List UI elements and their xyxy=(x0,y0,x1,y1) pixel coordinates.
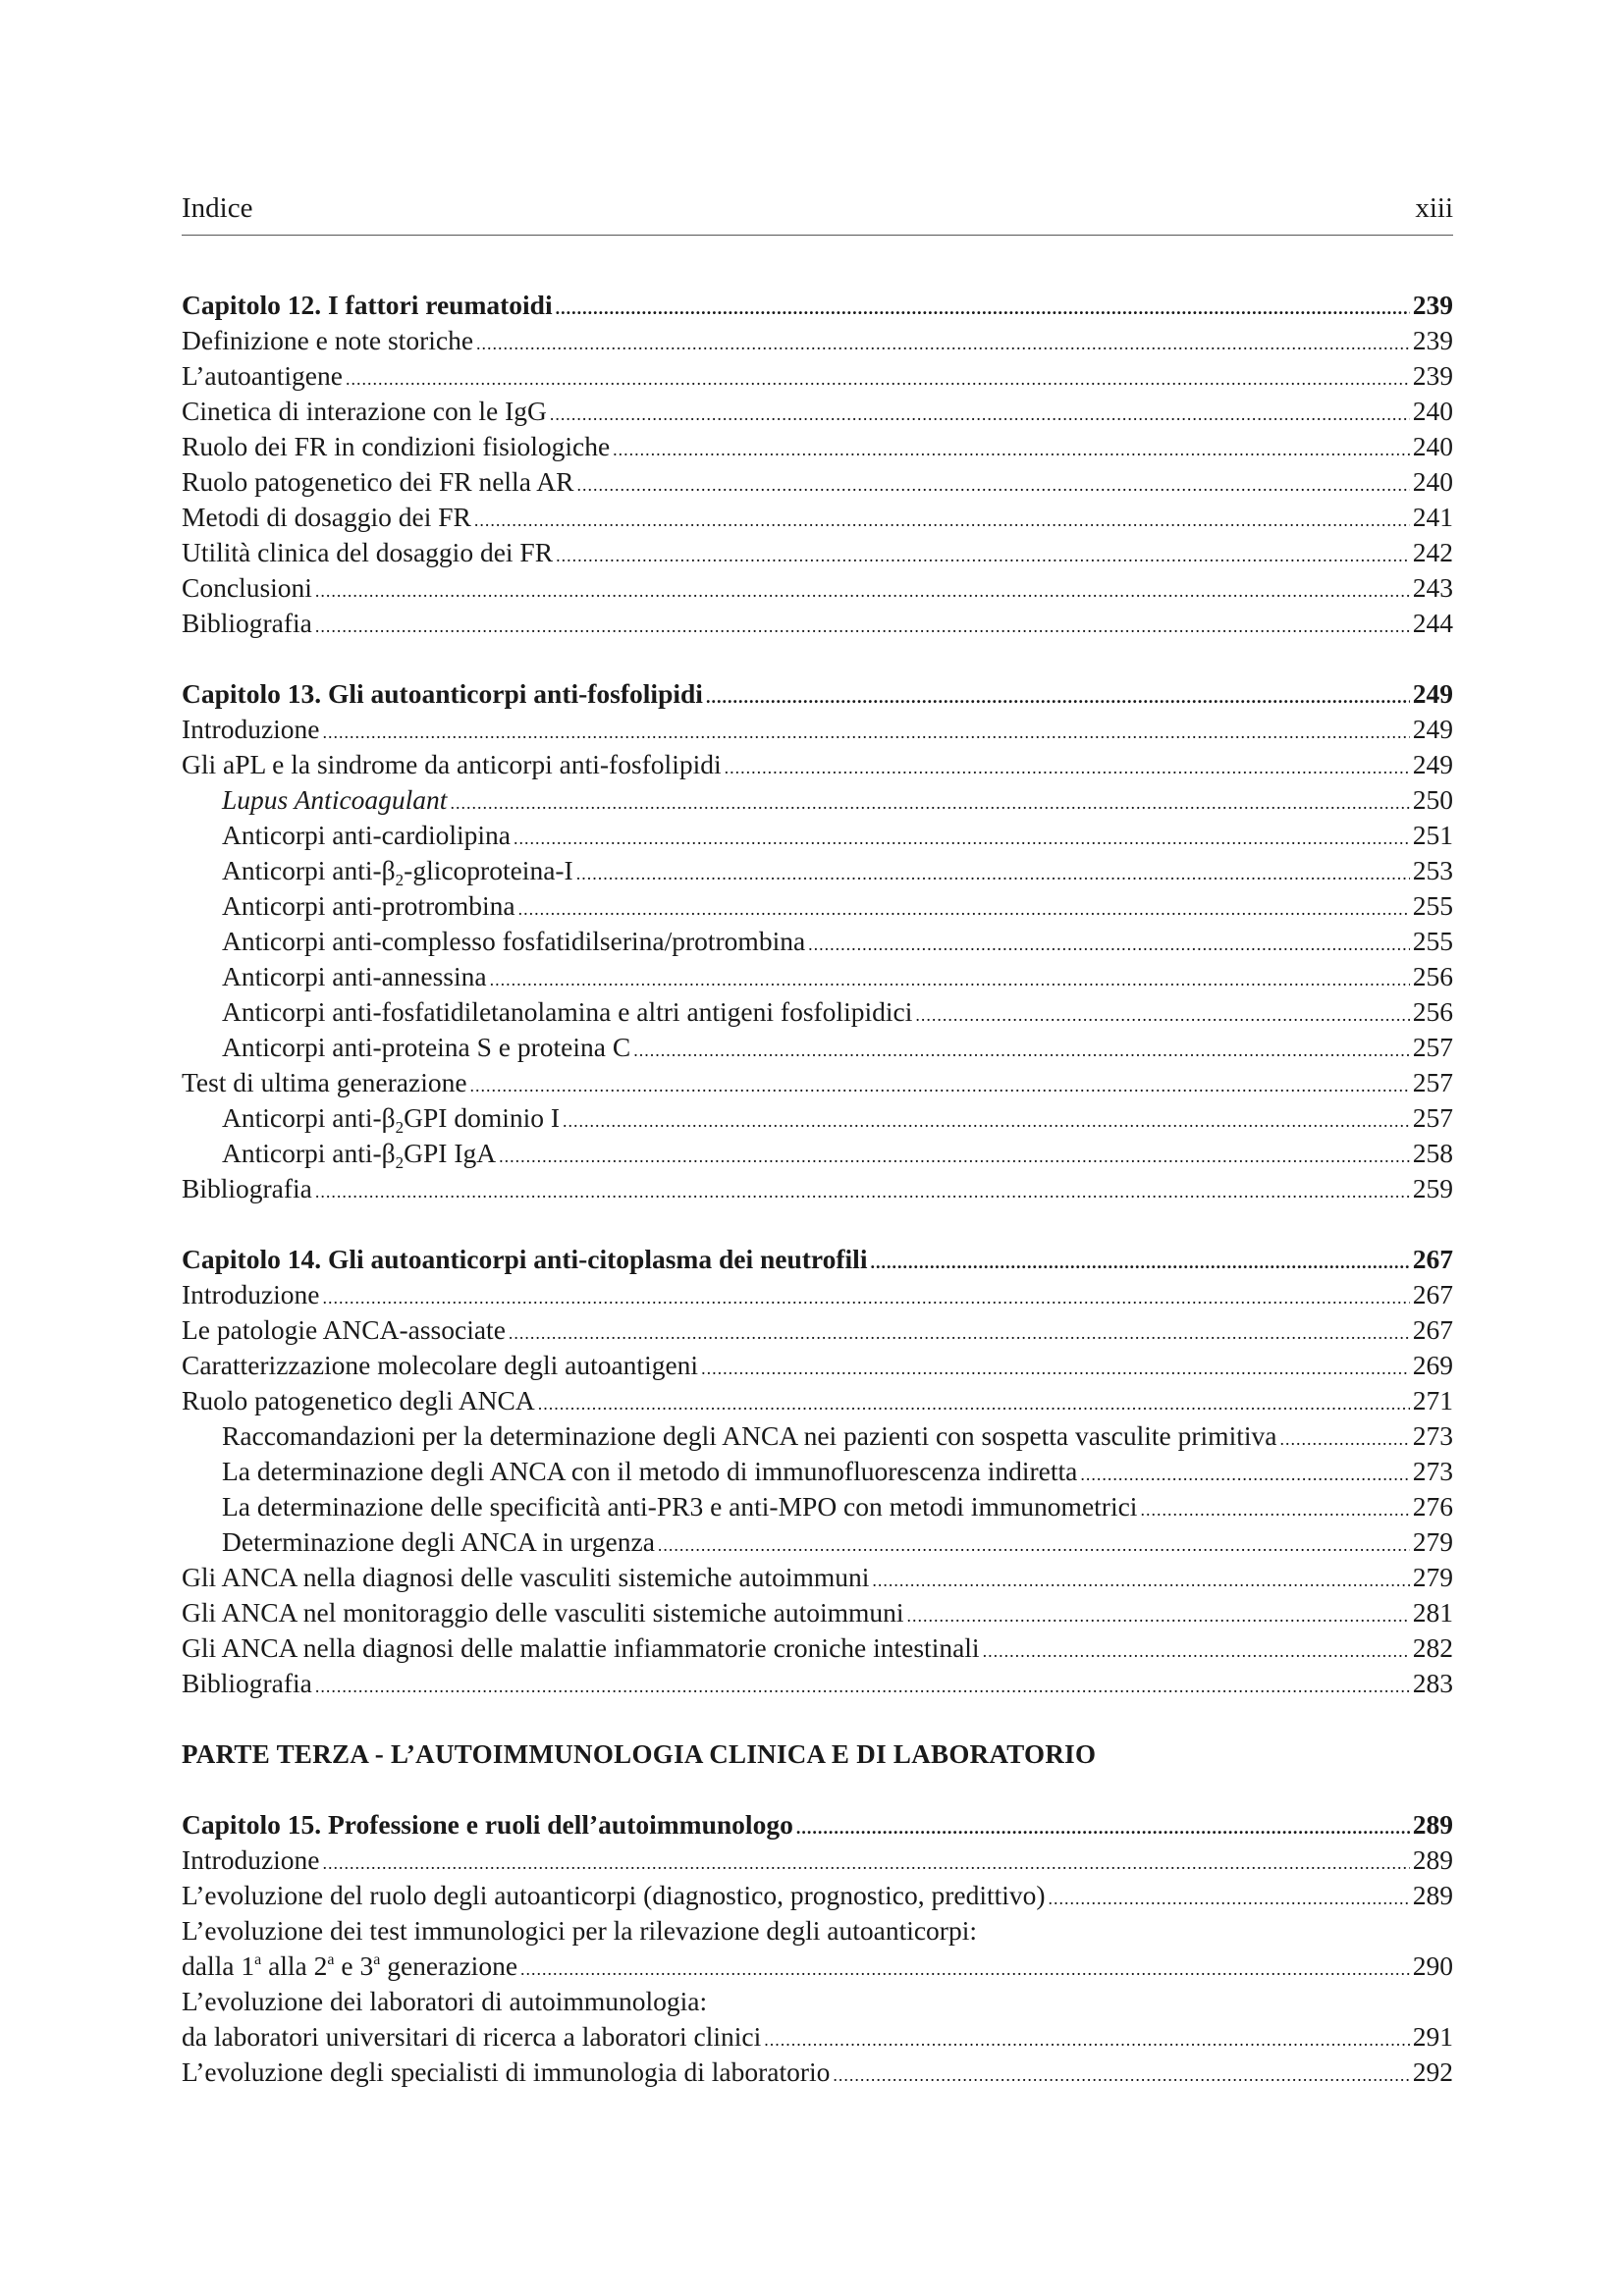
toc-subentry[interactable] xyxy=(182,853,1453,888)
title-part: alla 2 xyxy=(261,1950,328,1981)
superscript: a xyxy=(373,1951,381,1968)
toc-entry-continued[interactable] xyxy=(182,1984,1453,2019)
entry-title: Test di ultima generazione xyxy=(182,1067,467,1097)
toc-entry[interactable] xyxy=(182,1312,1453,1348)
toc-entry[interactable] xyxy=(182,394,1453,429)
toc-subentry[interactable] xyxy=(182,1418,1453,1454)
section-spacer xyxy=(182,1772,1453,1807)
toc-entry[interactable] xyxy=(182,1842,1453,1878)
entry-page: 279 xyxy=(1412,1526,1453,1557)
entry-title xyxy=(182,1949,517,1984)
dot-leader xyxy=(1279,1418,1409,1457)
toc-subentry[interactable] xyxy=(182,888,1453,924)
section-spacer xyxy=(182,1206,1453,1242)
chapter-12-title: Capitolo 12. I fattori reumatoidi xyxy=(182,290,553,320)
entry-page: 273 xyxy=(1412,1420,1453,1451)
entry-page: 283 xyxy=(1412,1668,1453,1698)
dot-leader xyxy=(706,676,1410,715)
dot-leader xyxy=(833,2055,1409,2093)
toc-subentry[interactable] xyxy=(182,924,1453,959)
entry-title: Ruolo patogenetico dei FR nella AR xyxy=(182,466,574,497)
toc-entry[interactable] xyxy=(182,1065,1453,1100)
toc-subentry[interactable] xyxy=(182,1454,1453,1489)
entry-title-line: L’evoluzione dei laboratori di autoimmunologia: xyxy=(182,1986,708,2016)
entry-page: 273 xyxy=(1412,1456,1453,1486)
entry-title: Conclusioni xyxy=(182,572,312,603)
entry-page: 240 xyxy=(1412,466,1453,497)
entry-title: L’evoluzione del ruolo degli autoanticorpi (diagnostico, prognostico, predittivo) xyxy=(182,1880,1046,1910)
entry-title: Gli ANCA nella diagnosi delle malattie infiammatorie croniche intestinali xyxy=(182,1632,980,1663)
entry-title: Anticorpi anti-proteina S e proteina C xyxy=(222,1032,631,1062)
dot-leader xyxy=(1080,1454,1409,1492)
toc-entry[interactable] xyxy=(182,500,1453,535)
entry-page: 240 xyxy=(1412,431,1453,461)
toc-subentry[interactable] xyxy=(182,818,1453,853)
entry-title xyxy=(182,1100,560,1136)
entry-title: Introduzione xyxy=(182,1279,320,1309)
chapter-12-page: 239 xyxy=(1412,290,1453,320)
toc-subentry[interactable] xyxy=(182,782,1453,818)
entry-title: Anticorpi anti-annessina xyxy=(222,961,487,991)
dot-leader xyxy=(872,1560,1409,1598)
toc-entry[interactable] xyxy=(182,1878,1453,1913)
dot-leader xyxy=(520,1949,1410,1987)
entry-title: Metodi di dosaggio dei FR xyxy=(182,502,471,532)
dot-leader xyxy=(476,323,1410,361)
dot-leader xyxy=(576,464,1409,503)
entry-page: 241 xyxy=(1412,502,1453,532)
toc-entry[interactable] xyxy=(182,2055,1453,2090)
entry-title: Ruolo dei FR in condizioni fisiologiche xyxy=(182,431,611,461)
entry-title: Anticorpi anti-protrombina xyxy=(222,890,515,921)
superscript: a xyxy=(327,1951,335,1968)
toc-entry[interactable] xyxy=(182,1383,1453,1418)
entry-page: 239 xyxy=(1412,325,1453,355)
dot-leader xyxy=(518,888,1410,927)
part-heading: PARTE TERZA - L’AUTOIMMUNOLOGIA CLINICA E DI LABORATORIO xyxy=(182,1739,1097,1769)
toc-entry[interactable] xyxy=(182,1595,1453,1630)
chapter-14-entry[interactable] xyxy=(182,1242,1453,1277)
toc-entry[interactable] xyxy=(182,712,1453,747)
entry-title: La determinazione delle specificità anti-PR3 e anti-MPO con metodi immunometrici xyxy=(222,1491,1138,1522)
entry-page: 257 xyxy=(1412,1067,1453,1097)
entry-page: 267 xyxy=(1412,1279,1453,1309)
entry-page: 281 xyxy=(1412,1597,1453,1628)
chapter-13-entry[interactable] xyxy=(182,676,1453,712)
entry-title: Bibliografia xyxy=(182,1668,312,1698)
toc-entry[interactable] xyxy=(182,323,1453,358)
entry-title: Cinetica di interazione con le IgG xyxy=(182,396,547,426)
dot-leader xyxy=(323,1842,1410,1881)
entry-page: 249 xyxy=(1412,714,1453,744)
entry-page: 290 xyxy=(1412,1950,1453,1981)
title-part: Anticorpi anti-β xyxy=(222,1138,396,1168)
entry-page: 253 xyxy=(1412,855,1453,885)
dot-leader xyxy=(450,782,1409,821)
entry-page: 244 xyxy=(1412,608,1453,638)
dot-leader xyxy=(870,1242,1409,1280)
dot-leader xyxy=(1049,1878,1410,1916)
toc-entry[interactable] xyxy=(182,570,1453,606)
entry-title: Anticorpi anti-complesso fosfatidilserina/protrombina xyxy=(222,926,806,956)
chapter-13-title: Capitolo 13. Gli autoanticorpi anti-fosfolipidi xyxy=(182,678,703,709)
entry-page: 239 xyxy=(1412,360,1453,391)
toc-subentry[interactable] xyxy=(182,1100,1453,1136)
entry-title xyxy=(182,1136,496,1171)
title-part: Anticorpi anti-β xyxy=(222,855,396,885)
dot-leader xyxy=(808,924,1410,962)
dot-leader xyxy=(315,606,1410,644)
entry-title: Definizione e note storiche xyxy=(182,325,474,355)
chapter-15-title: Capitolo 15. Professione e ruoli dell’autoimmunologo xyxy=(182,1809,793,1840)
dot-leader xyxy=(490,959,1410,997)
toc-entry[interactable] xyxy=(182,1949,1453,1984)
toc-subentry[interactable] xyxy=(182,1030,1453,1065)
entry-title: da laboratori universitari di ricerca a laboratori clinici xyxy=(182,2021,762,2052)
dot-leader xyxy=(474,500,1410,538)
title-part: dalla 1 xyxy=(182,1950,255,1981)
entry-title: Caratterizzazione molecolare degli autoantigeni xyxy=(182,1350,699,1380)
entry-title: Lupus Anticoagulant xyxy=(222,784,448,815)
entry-title: Gli aPL e la sindrome da anticorpi anti-fosfolipidi xyxy=(182,749,722,779)
dot-leader xyxy=(764,2019,1410,2057)
entry-title: Utilità clinica del dosaggio dei FR xyxy=(182,537,554,567)
dot-leader xyxy=(470,1065,1410,1103)
dot-leader xyxy=(983,1630,1410,1669)
entry-title: Anticorpi anti-cardiolipina xyxy=(222,820,512,850)
entry-page: 267 xyxy=(1412,1314,1453,1345)
entry-title: Gli ANCA nel monitoraggio delle vasculiti sistemiche autoimmuni xyxy=(182,1597,904,1628)
toc-subentry[interactable] xyxy=(182,1489,1453,1524)
title-part: Anticorpi anti-β xyxy=(222,1102,396,1133)
entry-title xyxy=(182,853,573,888)
entry-page: 292 xyxy=(1412,2056,1453,2087)
entry-page: 256 xyxy=(1412,961,1453,991)
entry-page: 279 xyxy=(1412,1562,1453,1592)
chapter-15-page: 289 xyxy=(1412,1809,1453,1840)
entry-page: 291 xyxy=(1412,2021,1453,2052)
dot-leader xyxy=(1140,1489,1409,1527)
toc-entry[interactable] xyxy=(182,358,1453,394)
toc-entry[interactable] xyxy=(182,1630,1453,1666)
entry-title: Gli ANCA nella diagnosi delle vasculiti sistemiche autoimmuni xyxy=(182,1562,870,1592)
toc-entry[interactable] xyxy=(182,1277,1453,1312)
dot-leader xyxy=(509,1312,1410,1351)
entry-title: L’autoantigene xyxy=(182,360,343,391)
entry-title-line: L’evoluzione dei test immunologici per la rilevazione degli autoanticorpi: xyxy=(182,1915,977,1946)
dot-leader xyxy=(514,818,1410,856)
toc-entry[interactable] xyxy=(182,2019,1453,2055)
dot-leader xyxy=(323,712,1410,750)
entry-page: 251 xyxy=(1412,820,1453,850)
entry-page: 259 xyxy=(1412,1173,1453,1203)
dot-leader xyxy=(315,1666,1410,1704)
chapter-14-page: 267 xyxy=(1412,1244,1453,1274)
subscript: 2 xyxy=(395,1153,405,1172)
dot-leader xyxy=(907,1595,1410,1633)
dot-leader xyxy=(658,1524,1410,1563)
dot-leader xyxy=(796,1807,1410,1845)
entry-page: 249 xyxy=(1412,749,1453,779)
header-title: Indice xyxy=(182,192,253,224)
entry-page: 257 xyxy=(1412,1032,1453,1062)
toc-subentry[interactable] xyxy=(182,994,1453,1030)
toc-subentry[interactable] xyxy=(182,1524,1453,1560)
entry-title: La determinazione degli ANCA con il metodo di immunofluorescenza indiretta xyxy=(222,1456,1078,1486)
entry-title: Bibliografia xyxy=(182,608,312,638)
title-part: GPI dominio I xyxy=(404,1102,561,1133)
entry-page: 289 xyxy=(1412,1880,1453,1910)
toc-entry[interactable] xyxy=(182,747,1453,782)
entry-page: 271 xyxy=(1412,1385,1453,1415)
entry-page: 269 xyxy=(1412,1350,1453,1380)
entry-title: Anticorpi anti-fosfatidiletanolamina e altri antigeni fosfolipidici xyxy=(222,996,913,1027)
superscript: a xyxy=(254,1951,262,1968)
table-of-contents xyxy=(182,288,1453,2090)
title-part: e 3 xyxy=(334,1950,374,1981)
title-part: -glicoproteina-I xyxy=(404,855,573,885)
subscript: 2 xyxy=(395,1118,405,1137)
entry-title: L’evoluzione degli specialisti di immunologia di laboratorio xyxy=(182,2056,831,2087)
dot-leader xyxy=(725,747,1410,785)
entry-page: 256 xyxy=(1412,996,1453,1027)
entry-page: 258 xyxy=(1412,1138,1453,1168)
dot-leader xyxy=(550,394,1410,432)
toc-entry[interactable] xyxy=(182,1348,1453,1383)
chapter-12-entry[interactable] xyxy=(182,288,1453,323)
entry-page: 242 xyxy=(1412,537,1453,567)
entry-title: Introduzione xyxy=(182,1844,320,1875)
dot-leader xyxy=(701,1348,1410,1386)
entry-page: 240 xyxy=(1412,396,1453,426)
dot-leader xyxy=(576,853,1410,891)
dot-leader xyxy=(563,1100,1410,1139)
toc-entry[interactable] xyxy=(182,1666,1453,1701)
dot-leader xyxy=(556,288,1410,326)
entry-page: 250 xyxy=(1412,784,1453,815)
toc-entry[interactable] xyxy=(182,1171,1453,1206)
dot-leader xyxy=(915,994,1409,1033)
dot-leader xyxy=(346,358,1410,397)
entry-page: 276 xyxy=(1412,1491,1453,1522)
entry-title: Le patologie ANCA-associate xyxy=(182,1314,506,1345)
running-header xyxy=(182,192,1453,236)
entry-page: 282 xyxy=(1412,1632,1453,1663)
dot-leader xyxy=(538,1383,1410,1421)
toc-subentry[interactable] xyxy=(182,1136,1453,1171)
toc-entry[interactable] xyxy=(182,535,1453,570)
toc-subentry[interactable] xyxy=(182,959,1453,994)
toc-entry[interactable] xyxy=(182,606,1453,641)
toc-entry[interactable] xyxy=(182,464,1453,500)
section-spacer xyxy=(182,641,1453,676)
title-part: generazione xyxy=(380,1950,518,1981)
toc-entry[interactable] xyxy=(182,1560,1453,1595)
entry-page: 289 xyxy=(1412,1844,1453,1875)
entry-title: Ruolo patogenetico degli ANCA xyxy=(182,1385,535,1415)
dot-leader xyxy=(499,1136,1410,1174)
dot-leader xyxy=(315,570,1410,609)
dot-leader xyxy=(613,429,1410,467)
entry-page: 257 xyxy=(1412,1102,1453,1133)
entry-title: Introduzione xyxy=(182,714,320,744)
entry-page: 255 xyxy=(1412,890,1453,921)
entry-page: 243 xyxy=(1412,572,1453,603)
chapter-13-page: 249 xyxy=(1412,678,1453,709)
toc-entry-continued[interactable] xyxy=(182,1913,1453,1949)
dot-leader xyxy=(556,535,1410,573)
chapter-14-title: Capitolo 14. Gli autoanticorpi anti-citoplasma dei neutrofili xyxy=(182,1244,868,1274)
dot-leader xyxy=(315,1171,1410,1209)
toc-entry[interactable] xyxy=(182,429,1453,464)
entry-page: 255 xyxy=(1412,926,1453,956)
dot-leader xyxy=(633,1030,1410,1068)
header-page-number: xiii xyxy=(1415,192,1453,224)
chapter-15-entry[interactable] xyxy=(182,1807,1453,1842)
section-spacer xyxy=(182,1701,1453,1736)
entry-title: Raccomandazioni per la determinazione degli ANCA nei pazienti con sospetta vasculite primitiva xyxy=(222,1420,1277,1451)
entry-title: Bibliografia xyxy=(182,1173,312,1203)
entry-title: Determinazione degli ANCA in urgenza xyxy=(222,1526,655,1557)
subscript: 2 xyxy=(395,871,405,889)
dot-leader xyxy=(323,1277,1410,1315)
title-part: GPI IgA xyxy=(404,1138,497,1168)
